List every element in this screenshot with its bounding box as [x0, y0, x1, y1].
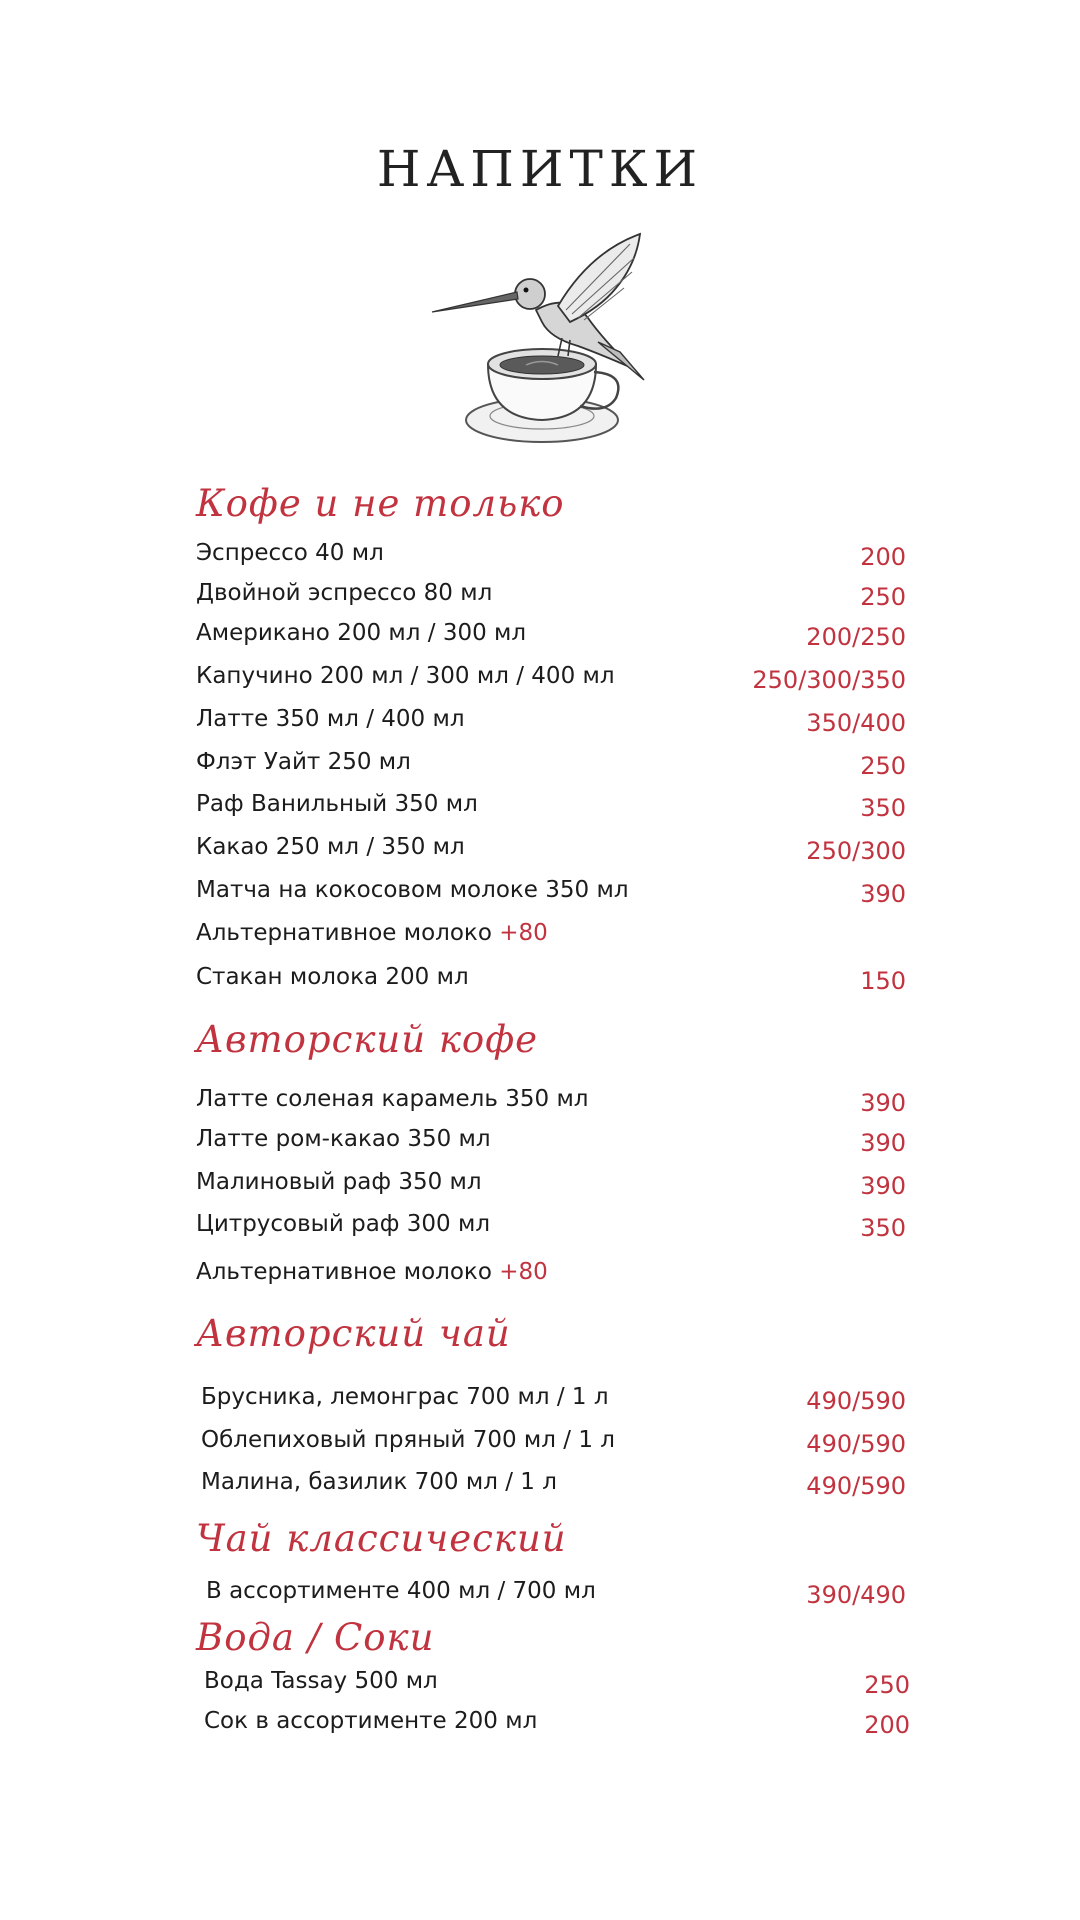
item-name: Американо 200 мл / 300 мл	[196, 620, 527, 646]
note-extra-price: +80	[499, 920, 548, 946]
item-name: Матча на кокосовом молоке 350 мл	[196, 877, 629, 903]
item-price: 250	[860, 752, 906, 780]
item-name: Раф Ванильный 350 мл	[196, 791, 478, 817]
section-title-signature-tea: Авторский чай	[196, 1312, 511, 1355]
note-extra-price: +80	[499, 1259, 548, 1285]
item-name: Двойной эспрессо 80 мл	[196, 580, 493, 606]
item-name: Малина, базилик 700 мл / 1 л	[201, 1469, 557, 1495]
item-price: 490/590	[806, 1387, 906, 1415]
menu-item	[196, 540, 906, 578]
menu-item	[201, 1469, 906, 1507]
item-price: 350	[860, 1214, 906, 1242]
item-price: 490/590	[806, 1472, 906, 1500]
item-name: Брусника, лемонграс 700 мл / 1 л	[201, 1384, 609, 1410]
section-title-classic-tea: Чай классический	[196, 1517, 567, 1560]
alt-milk-note	[196, 1259, 548, 1285]
menu-item	[196, 1169, 906, 1207]
section-title-coffee: Кофе и не только	[196, 482, 565, 525]
menu-item	[201, 1384, 906, 1422]
item-price: 390	[860, 1089, 906, 1117]
section-title-water-juice: Вода / Соки	[196, 1616, 435, 1659]
menu-item	[196, 834, 906, 872]
item-name: Латте соленая карамель 350 мл	[196, 1086, 589, 1112]
item-price: 250	[864, 1671, 910, 1699]
note-text: Альтернативное молоко	[196, 1259, 492, 1285]
menu-item	[196, 706, 906, 744]
item-name: Латте 350 мл / 400 мл	[196, 706, 465, 732]
menu-item	[206, 1578, 906, 1616]
item-price: 390	[860, 1129, 906, 1157]
item-price: 250	[860, 583, 906, 611]
menu-item	[201, 1427, 906, 1465]
item-price: 350	[860, 794, 906, 822]
item-price: 490/590	[806, 1430, 906, 1458]
item-price: 200	[864, 1711, 910, 1739]
menu-item	[196, 620, 906, 658]
item-price: 350/400	[806, 709, 906, 737]
menu-item	[196, 1086, 906, 1124]
item-price: 390	[860, 880, 906, 908]
item-name: Латте ром-какао 350 мл	[196, 1126, 491, 1152]
item-name: Какао 250 мл / 350 мл	[196, 834, 465, 860]
item-price: 390/490	[806, 1581, 906, 1609]
page-title: НАПИТКИ	[376, 140, 704, 198]
item-name: Вода Tassay 500 мл	[204, 1668, 438, 1694]
item-name: Малиновый раф 350 мл	[196, 1169, 482, 1195]
item-price: 150	[860, 967, 906, 995]
item-price: 390	[860, 1172, 906, 1200]
item-price: 250/300	[806, 837, 906, 865]
alt-milk-note	[196, 920, 548, 946]
menu-item	[196, 791, 906, 829]
item-name: Капучино 200 мл / 300 мл / 400 мл	[196, 663, 615, 689]
menu-item	[204, 1668, 910, 1706]
item-price: 200	[860, 543, 906, 571]
menu-item	[196, 1126, 906, 1164]
hummingbird-coffee-cup-icon	[430, 222, 670, 462]
section-title-signature-coffee: Авторский кофе	[196, 1018, 539, 1061]
item-name: В ассортименте 400 мл / 700 мл	[206, 1578, 596, 1604]
item-name: Эспрессо 40 мл	[196, 540, 384, 566]
item-name: Стакан молока 200 мл	[196, 964, 469, 990]
menu-item	[204, 1708, 910, 1746]
menu-item	[196, 580, 906, 618]
menu-item	[196, 964, 906, 1002]
item-price: 200/250	[806, 623, 906, 651]
menu-item	[196, 1211, 906, 1249]
menu-item	[196, 749, 906, 787]
item-price: 250/300/350	[752, 666, 906, 694]
item-name: Облепиховый пряный 700 мл / 1 л	[201, 1427, 615, 1453]
menu-item	[196, 663, 906, 701]
menu-item	[196, 877, 906, 915]
item-name: Сок в ассортименте 200 мл	[204, 1708, 538, 1734]
item-name: Цитрусовый раф 300 мл	[196, 1211, 491, 1237]
note-text: Альтернативное молоко	[196, 920, 492, 946]
item-name: Флэт Уайт 250 мл	[196, 749, 411, 775]
